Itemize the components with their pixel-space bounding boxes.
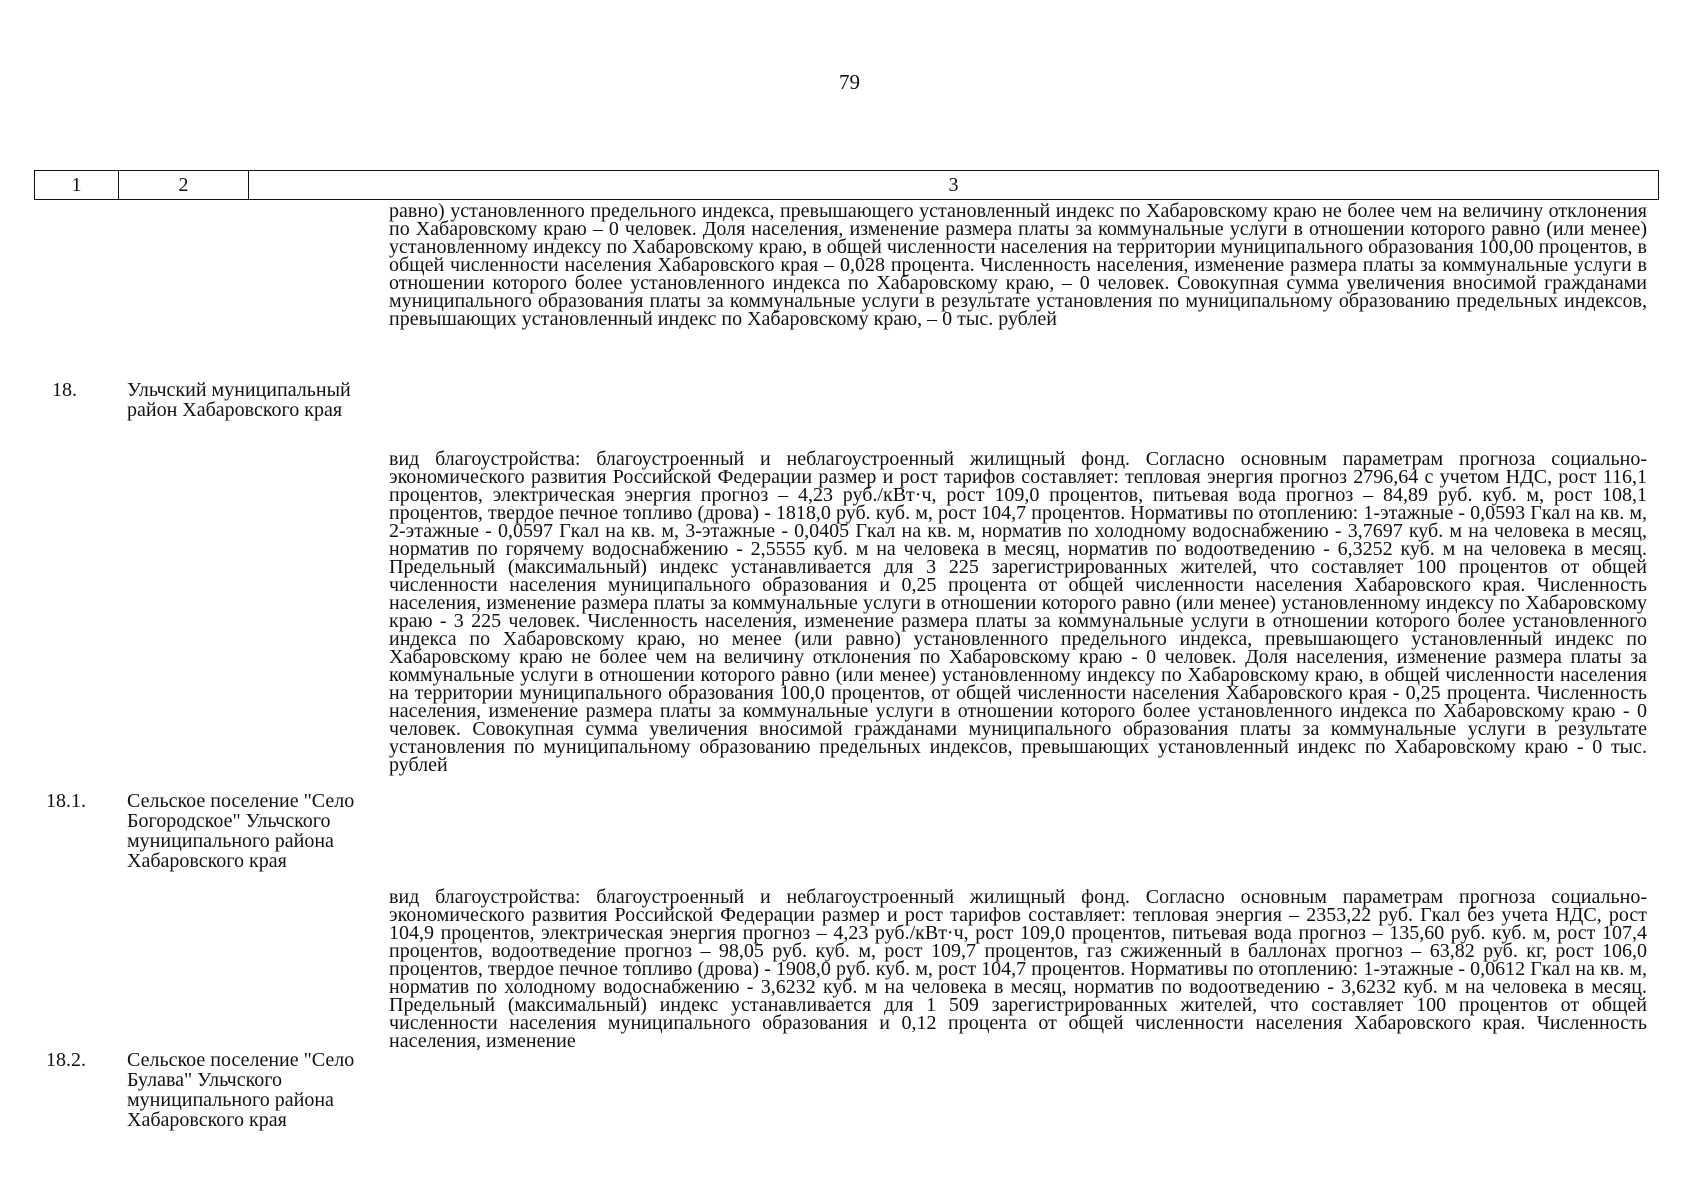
column-header-2: 2 xyxy=(118,171,248,199)
row-number: 18.2. xyxy=(46,1049,86,1071)
page-number: 79 xyxy=(839,70,860,94)
table-body xyxy=(34,200,1659,1131)
table-row xyxy=(34,202,1659,380)
table-header xyxy=(34,170,1659,200)
column-header-1: 1 xyxy=(71,174,82,196)
table-row xyxy=(34,886,1659,1131)
row-number: 18.1. xyxy=(46,790,86,812)
column-header-3: 3 xyxy=(248,171,1658,199)
table-row xyxy=(34,450,1659,888)
row-number: 18. xyxy=(52,379,77,401)
table-row xyxy=(34,380,1659,450)
row-name: Сельское поселение "Село Богородское" Ульчского муниципального района Хабаровского края xyxy=(127,790,355,872)
row-name: Ульчский муниципальный район Хабаровского края xyxy=(127,379,351,421)
row-description: вид благоустройства: благоустроенный и неблагоустроенный жилищный фонд. Согласно основным параметрам прогноза социально-экономического развития Российской Федерации размер и рост тарифов составляет: тепловая энергия – 2353,22 руб. Гкал без учета НДС, рост 104,9 процентов, электрическая энергия прогноз – 4,23 руб./кВт·ч, рост 109,0 процентов, питьевая вода прогноз – 135,60 руб. куб. м, рост 107,4 процентов, водоотведение прогноз – 98,05 руб. куб. м, рост 109,7 процентов, газ сжиженный в баллонах прогноз – 63,82 руб. кг, рост 106,0 процентов, твердое печное топливо (дрова) - 1908,0 руб. куб. м, рост 104,7 процентов. Нормативы по отоплению: 1-этажные - 0,0612 Гкал на кв. м, норматив по холодному водоснабжению - 3,6232 куб. м на человека в месяц, норматив по водоотведению - 3,6232 куб. м на человека в месяц. Предельный (максимальный) индекс устанавливается для 1 509 зарегистрированных жителей, что составляет 100 процентов от общей численности населения муниципального образования и 0,12 процента от общей численности населения Хабаровского края. Численность населения, изменение xyxy=(389,886,1647,1052)
row-description: вид благоустройства: благоустроенный и неблагоустроенный жилищный фонд. Согласно основным параметрам прогноза социально-экономического развития Российской Федерации размер и рост тарифов составляет: тепловая энергия прогноз 2796,64 с учетом НДС, рост 116,1 процентов, электрическая энергия прогноз – 4,23 руб./кВт·ч, рост 109,0 процентов, питьевая вода прогноз – 84,89 руб. куб. м, рост 108,1 процентов, твердое печное топливо (дрова) - 1818,0 руб. куб. м, рост 104,7 процентов. Нормативы по отоплению: 1-этажные - 0,0593 Гкал на кв. м, 2-этажные - 0,0597 Гкал на кв. м, 3-этажные - 0,0405 Гкал на кв. м, норматив по холодному водоснабжению - 3,7697 куб. м на человека в месяц, норматив по горячему водоснабжению - 2,5555 куб. м на человека в месяц, норматив по водоотведению - 6,3252 куб. м на человека в месяц. Предельный (максимальный) индекс устанавливается для 3 225 зарегистрированных жителей, что составляет 100 процентов от общей численности населения муниципального образования и 0,25 процента от общей численности населения Хабаровского края. Численность населения, изменение размера платы за коммунальные услуги в отношении которого равно (или менее) установленному индексу по Хабаровскому краю - 3 225 человек. Численность населения, изменение размера платы за коммунальные услуги в отношении которого более установленного индекса по Хабаровскому краю, но менее (или равно) установленного предельного индекса, превышающего установленный индекс по Хабаровскому краю не более чем на величину отклонения по Хабаровскому краю - 0 человек. Доля населения, изменение размера платы за коммунальные услуги в отношении которого равно (или менее) установленному индексу по Хабаровскому краю, в общей численности населения на территории муниципального образования 100,0 процентов, от общей численности населения Хабаровского края - 0,25 процента. Численность населения, изменение размера платы за коммунальные услуги в отношении которого более установленного индекса по Хабаровскому краю - 0 человек. Совокупная сумма увеличения вносимой гражданами муниципального образования платы за коммунальные услуги в результате установления по муниципальному образованию предельных индексов, превышающих установленный индекс по Хабаровскому краю - 0 тыс. рублей xyxy=(389,448,1647,776)
row-description: равно) установленного предельного индекса, превышающего установленный индекс по Хабаровскому краю не более чем на величину отклонения по Хабаровскому краю – 0 человек. Доля населения, изменение размера платы за коммунальные услуги в отношении которого равно (или менее) установленному индексу по Хабаровскому краю, в общей численности населения на территории муниципального образования 100,00 процентов, в общей численности населения Хабаровского края – 0,028 процента. Численность населения, изменение размера платы за коммунальные услуги в отношении которого более установленного индекса по Хабаровскому краю, – 0 человек. Совокупная сумма увеличения вносимой гражданами муниципального образования платы за коммунальные услуги в результате установления по муниципальному образованию предельных индексов, превышающих установленный индекс по Хабаровскому краю, – 0 тыс. рублей xyxy=(389,200,1647,330)
row-name: Сельское поселение "Село Булава" Ульчского муниципального района Хабаровского края xyxy=(127,1049,355,1131)
